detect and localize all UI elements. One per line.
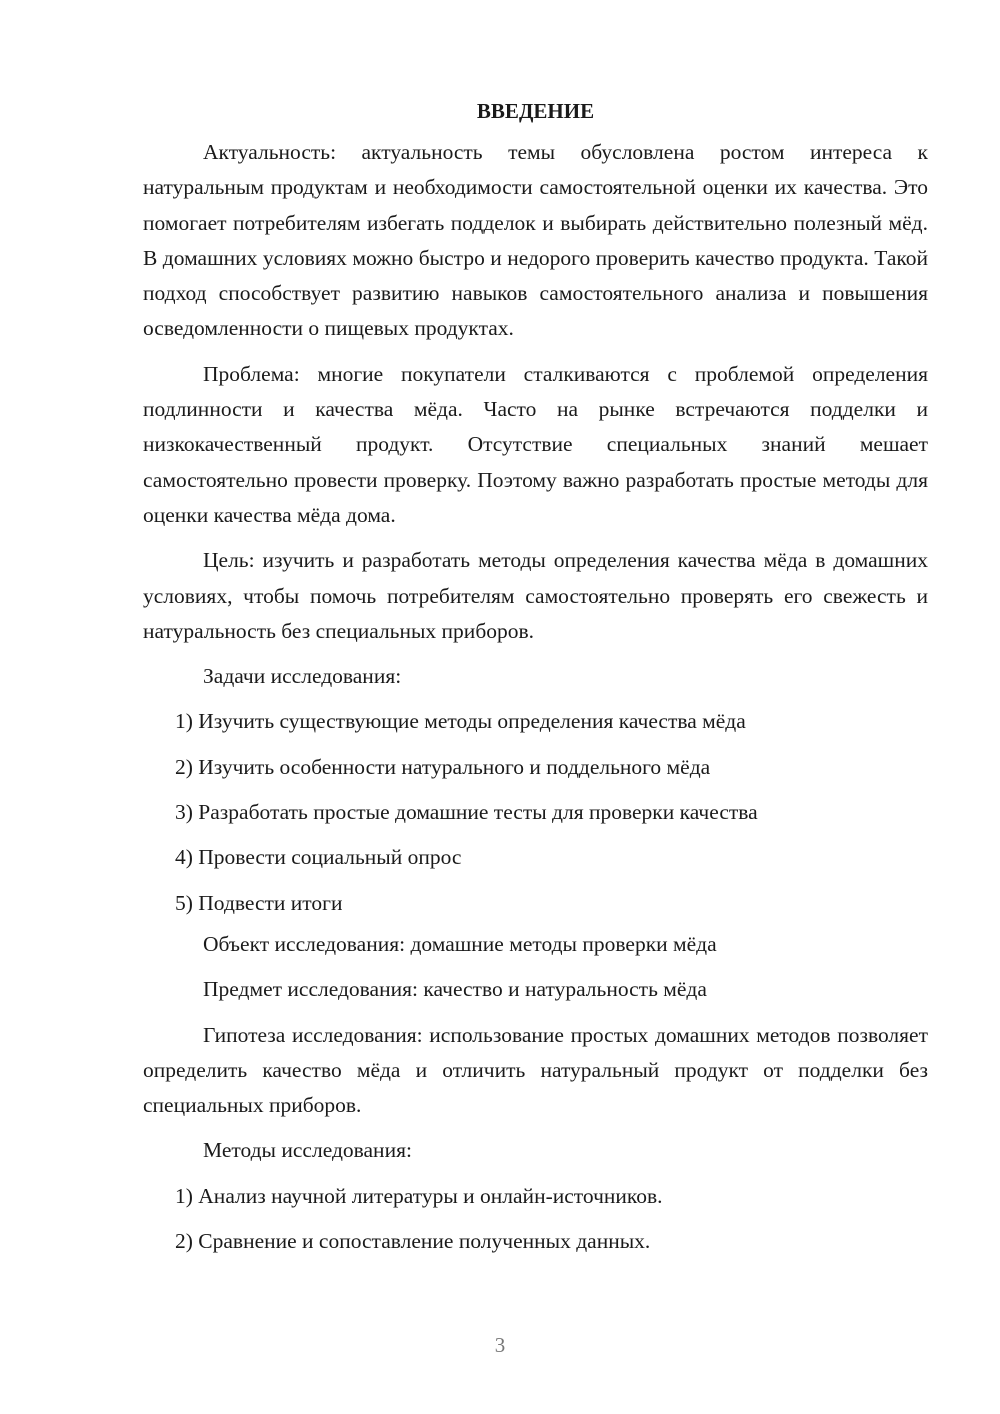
section-title: ВВЕДЕНИЕ (476, 99, 595, 123)
methods-heading: Методы исследования: (203, 1138, 412, 1163)
tasks-heading: Задачи исследования: (203, 664, 402, 689)
task-item: 4) Провести социальный опрос (175, 845, 462, 870)
problem-paragraph: Проблема: многие покупатели сталкиваются с проблемой определения подлинности и качества мёда. Часто на рынке встречаются подделки и низкокачественный продукт. Отсутствие специальных знаний мешает самостоятельно провести проверку. Поэтому важно разработать простые методы для оценки качества мёда дома. (143, 361, 928, 527)
task-item: 2) Изучить особенности натурального и поддельного мёда (175, 754, 711, 779)
task-item: 3) Разработать простые домашние тесты для проверки качества (175, 800, 758, 825)
page-number: 3 (494, 1333, 506, 1357)
task-item: 5) Подвести итоги (175, 890, 343, 915)
goal-paragraph: Цель: изучить и разработать методы определения качества мёда в домашних условиях, чтобы помочь потребителям самостоятельно проверять его свежесть и натуральность без специальных приборов. (143, 548, 928, 643)
subject-line: Предмет исследования: качество и натуральность мёда (203, 977, 707, 1002)
method-item: 2) Сравнение и сопоставление полученных данных. (175, 1229, 651, 1254)
document-page (143, 94, 928, 1269)
hypothesis-paragraph: Гипотеза исследования: использование простых домашних методов позволяет определить качество мёда и отличить натуральный продукт от подделки без специальных приборов. (143, 1022, 928, 1118)
task-item: 1) Изучить существующие методы определения качества мёда (175, 709, 746, 734)
object-line: Объект исследования: домашние методы проверки мёда (203, 931, 717, 956)
relevance-paragraph: Актуальность: актуальность темы обусловлена ростом интереса к натуральным продуктам и необходимости самостоятельной оценки их качества. Это помогает потребителям избегать подделок и выбирать действительно полезный мёд. В домашних условиях можно быстро и недорого проверить качество продукта. Такой подход способствует развитию навыков самостоятельного анализа и повышения осведомленности о пищевых продуктах. (143, 140, 928, 341)
method-item: 1) Анализ научной литературы и онлайн-источников. (175, 1183, 663, 1208)
